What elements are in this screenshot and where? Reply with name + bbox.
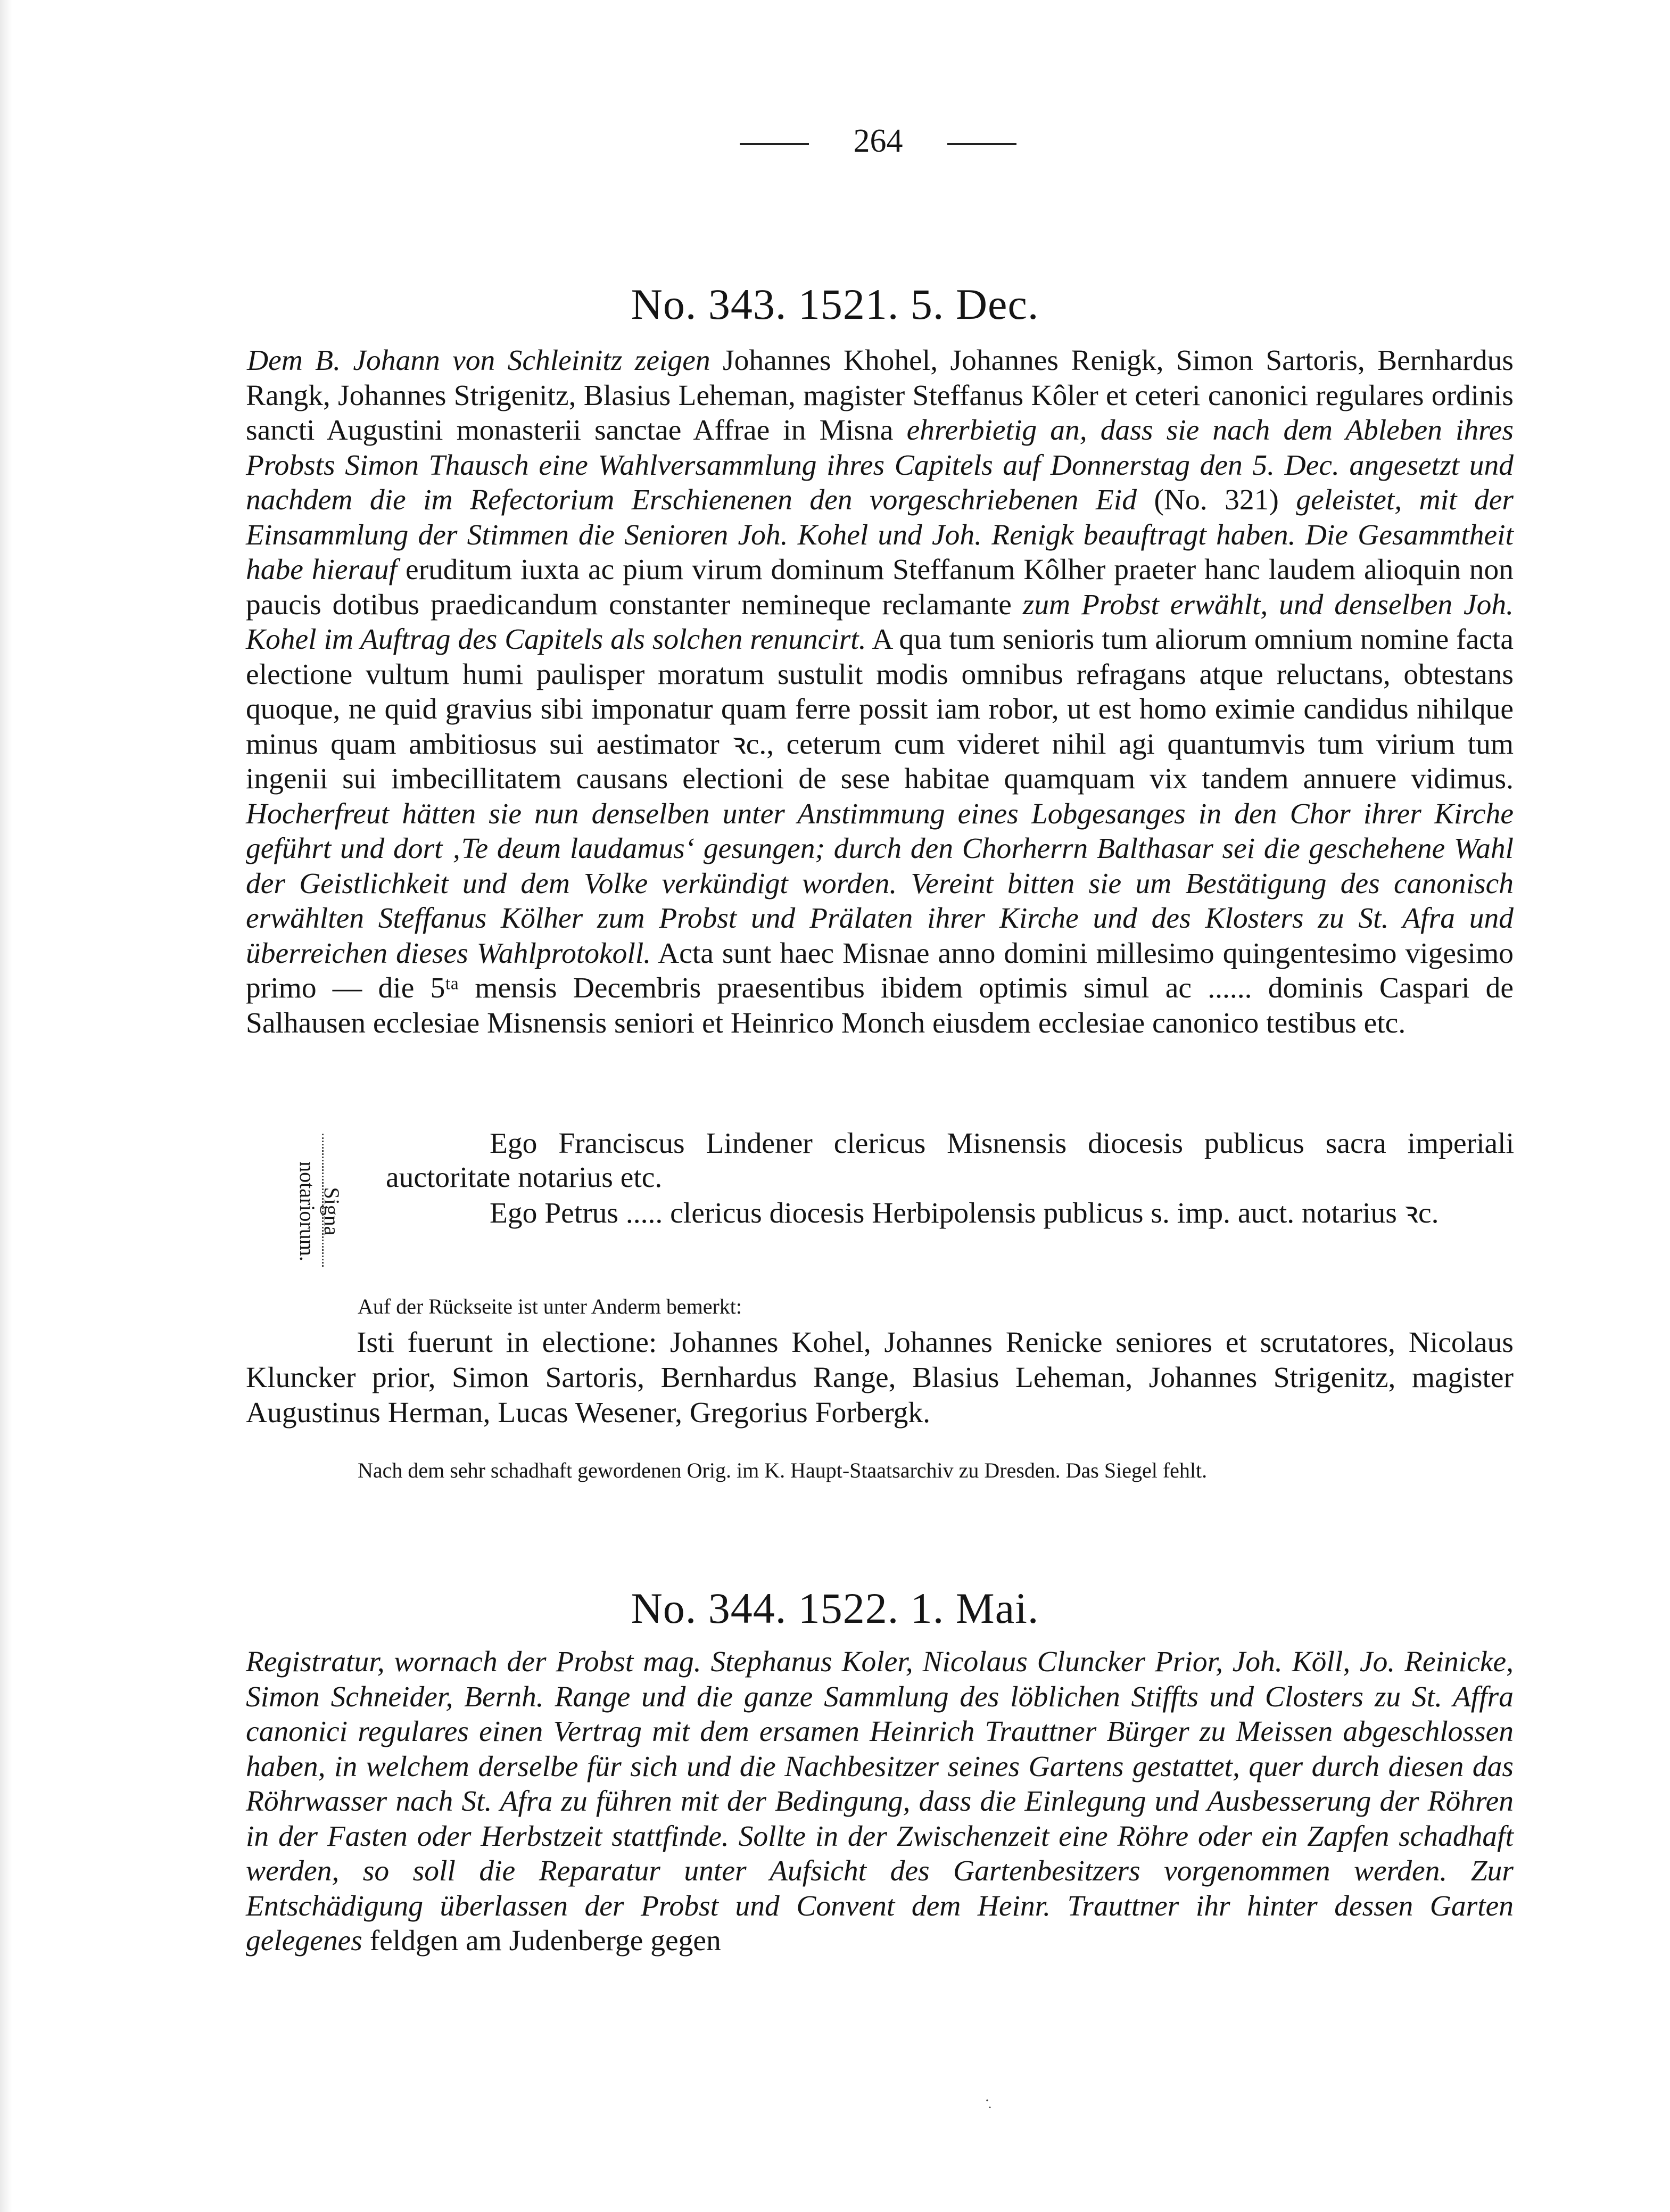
- document-343-text-run: A qua tum senioris tum aliorum omnium nomine facta electione vultum humi paulisper moratum sustulit modis omnibus refragans atque reluctans, obtestans quoque, ne quid gravius sibi imponatur quam ferre possit iam robor, ut est homo eximie candidus nihilque minus quam ambitiosus sui aestimator ꝛc., ceterum cum videret nihil agi quantumvis tum virium tum ingenii sui imbecillitatem causans electioni de sese habitae quamquam vix tandem annuere vidimus.: [246, 623, 1514, 795]
- notary-subscription-2: Ego Petrus ..... clericus diocesis Herbipolensis publicus s. imp. auct. notarius ꝛc.: [490, 1197, 1439, 1229]
- notary-signs-marker: [322, 1134, 331, 1267]
- reverse-side-text: Isti fuerunt in electione: Johannes Kohel, Johannes Renicke seniores et scrutatores, Nicolaus Kluncker prior, Simon Sartoris, Bernhardus Range, Blasius Leheman, Johannes Strigenitz, magister Augustinus Herman, Lucas Wesener, Gregorius Forbergk.: [246, 1326, 1514, 1429]
- source-note: Nach dem sehr schadhaft gewordenen Orig. im K. Haupt-Staatsarchiv zu Dresden. Das Siegel fehlt.: [358, 1458, 1208, 1482]
- document-344-text-run: Registratur, wornach der Probst mag. Stephanus Koler, Nicolaus Cluncker Prior, Joh. Köll, Jo. Reinicke, Simon Schneider, Bernh. Range und die ganze Sammlung des löblichen Stiffts und Closters zu St. Affra canonici regulares einen Vertrag mit dem ersamen Heinrich Trauttner Bürger zu Meissen abgeschlossen haben, in welchem derselbe für sich und die Nachbesitzer seines Gartens gestattet, quer durch diesen das Röhrwasser nach St. Afra zu führen mit der Bedingung, dass die Einlegung und Ausbesserung der Röhren in der Fasten oder Herbstzeit stattfinde. Sollte in der Zwischenzeit eine Röhre oder ein Zapfen schadhaft werden, so soll die Reparatur unter Aufsicht des Gartenbesitzers vorgenommen werden. Zur Entschädigung überlassen der Probst und Convent dem Heinr. Trauttner ihr hinter dessen Garten gelegenes: [246, 1646, 1514, 1957]
- document-344-regest: [246, 1645, 1514, 1959]
- document-343-text-run: Hocherfreut hätten sie nun denselben unter Anstimmung eines Lobgesanges in den Chor ihrer Kirche geführt und dort ‚Te deum laudamus‘ gesungen; durch den Chorherrn Balthasar sei die geschehene Wahl der Geistlichkeit und dem Volke verkündigt worden. Vereint bitten sie um Bestätigung des canonisch erwählten Steffanus Kölher zum Probst und Prälaten ihrer Kirche und des Klosters zu St. Afra und überreichen dieses Wahlprotokoll.: [246, 797, 1514, 970]
- document-343-text-run: zum Probst erwählt, und denselben Joh. Kohel im Auftrag des Capitels als solchen renuncirt.: [246, 588, 1514, 656]
- document-343-text-run: Johannes Khohel, Johannes Renigk, Simon Sartoris, Bernhardus Rangk, Johannes Strigenitz, Blasius Leheman, magister Steffanus Kôler et ceteri canonici regulares ordinis sancti Augustini monasterii sanctae Affrae in Misna: [246, 344, 1514, 447]
- document-343-text-run: Dem B. Johann von Schleinitz zeigen: [247, 344, 710, 377]
- document-343-regest: [246, 343, 1514, 1041]
- scan-edge-shadow: [0, 0, 12, 2212]
- signa-notariorum-text: Signa notariorum.: [295, 1161, 344, 1261]
- document-343-text-run: eruditum iuxta ac pium virum dominum Steffanum Kôlher praeter hanc laudem alioquin non paucis dotibus praedicandum constanter nemineque reclamante: [246, 554, 1514, 621]
- page-header: [740, 120, 1016, 162]
- document-343-title: No. 343. 1521. 5. Dec.: [631, 280, 1039, 328]
- header-rule-right: [947, 143, 1016, 145]
- notary-signs-label: [287, 1139, 346, 1267]
- document-343-text-run: (No. 321): [1136, 484, 1296, 516]
- document-343-text-run: ehrerbietig an, dass sie nach dem Ableben ihres Probsts Simon Thausch eine Wahlversammlung ihres Capitels auf Donnerstag den 5. Dec. angesetzt und nachdem die im Refectorium Erschienenen den vorgeschriebenen Eid: [246, 414, 1514, 516]
- document-344-title: No. 344. 1522. 1. Mai.: [631, 1584, 1039, 1632]
- document-343-text-run: geleistet, mit der Einsammlung der Stimmen die Senioren Joh. Kohel und Joh. Renigk beauftragt haben. Die Gesammtheit habe hierauf: [246, 484, 1514, 586]
- page-number: 264: [853, 123, 903, 159]
- printer-mark: ·̣: [985, 2092, 990, 2109]
- notary-subscription-1: Ego Franciscus Lindener clericus Misnensis diocesis publicus sacra imperiali auctoritate notarius etc.: [386, 1127, 1514, 1194]
- reverse-side-intro: Auf der Rückseite ist unter Anderm bemerkt:: [358, 1294, 742, 1318]
- document-344-text-run: feldgen am Judenberge gegen: [362, 1925, 721, 1957]
- document-343-text-run: Acta sunt haec Misnae anno domini millesimo quingentesimo vigesimo primo — die 5ᵗᵃ mensis Decembris praesentibus ibidem optimis simul ac ...... dominis Caspari de Salhausen ecclesiae Misnensis seniori et Heinrico Monch eiusdem ecclesiae canonico testibus etc.: [246, 937, 1514, 1039]
